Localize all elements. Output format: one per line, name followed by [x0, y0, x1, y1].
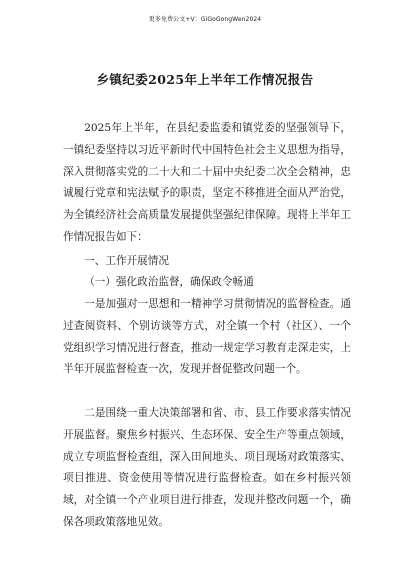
section-heading — [63, 251, 351, 273]
intro-paragraph-text: 2025年上半年，在县纪委监委和镇党委的坚强领导下，一镇纪委坚持以习近平新时代中国特色社会主义思想为指导，深入贯彻落实党的二十大和二十届中央纪委二次全会精神，忠诚履行党章和宪法赋予的职责，坚定不移推进全面从严治党，为全镇经济社会高质量发展提供坚强纪律保障。现将上半年工作情况报告如下： — [63, 122, 351, 243]
header-note: 更多免费公文+V：GiGoGongWen2024 — [148, 16, 262, 23]
document-title: 乡镇纪委2025年上半年工作情况报告 — [96, 72, 314, 87]
paragraph-2-text: 二是围绕一重大决策部署和省、市、县工作要求落实情况开展监督。聚焦乡村振兴、生态环保、安全生产等重点领域，成立专项监督检查组，深入田间地头、项目现场对政策落实、项目推进、资金使用等情况进行监督检查。如在乡村振兴领域，对全镇一个产业项目进行排查，发现并整改问题一个，确保各项政策落地见效。 — [63, 407, 351, 528]
paragraph-1 — [63, 294, 351, 381]
intro-paragraph — [63, 118, 351, 249]
section-heading-text: 一、工作开展情况 — [84, 255, 169, 267]
paragraph-2 — [63, 403, 351, 534]
subsection-heading-text: （一）强化政治监督，确保政令畅通 — [84, 276, 254, 288]
paragraph-1-text: 一是加强对一思想和一精神学习贯彻情况的监督检查。通过查阅资料、个别访谈等方式，对全镇一个村（社区）、一个党组织学习情况进行督查，推动一规定学习教育走深走实，上半年开展监督检查一次，发现并督促整改问题一个。 — [63, 298, 351, 376]
subsection-heading — [63, 272, 351, 294]
